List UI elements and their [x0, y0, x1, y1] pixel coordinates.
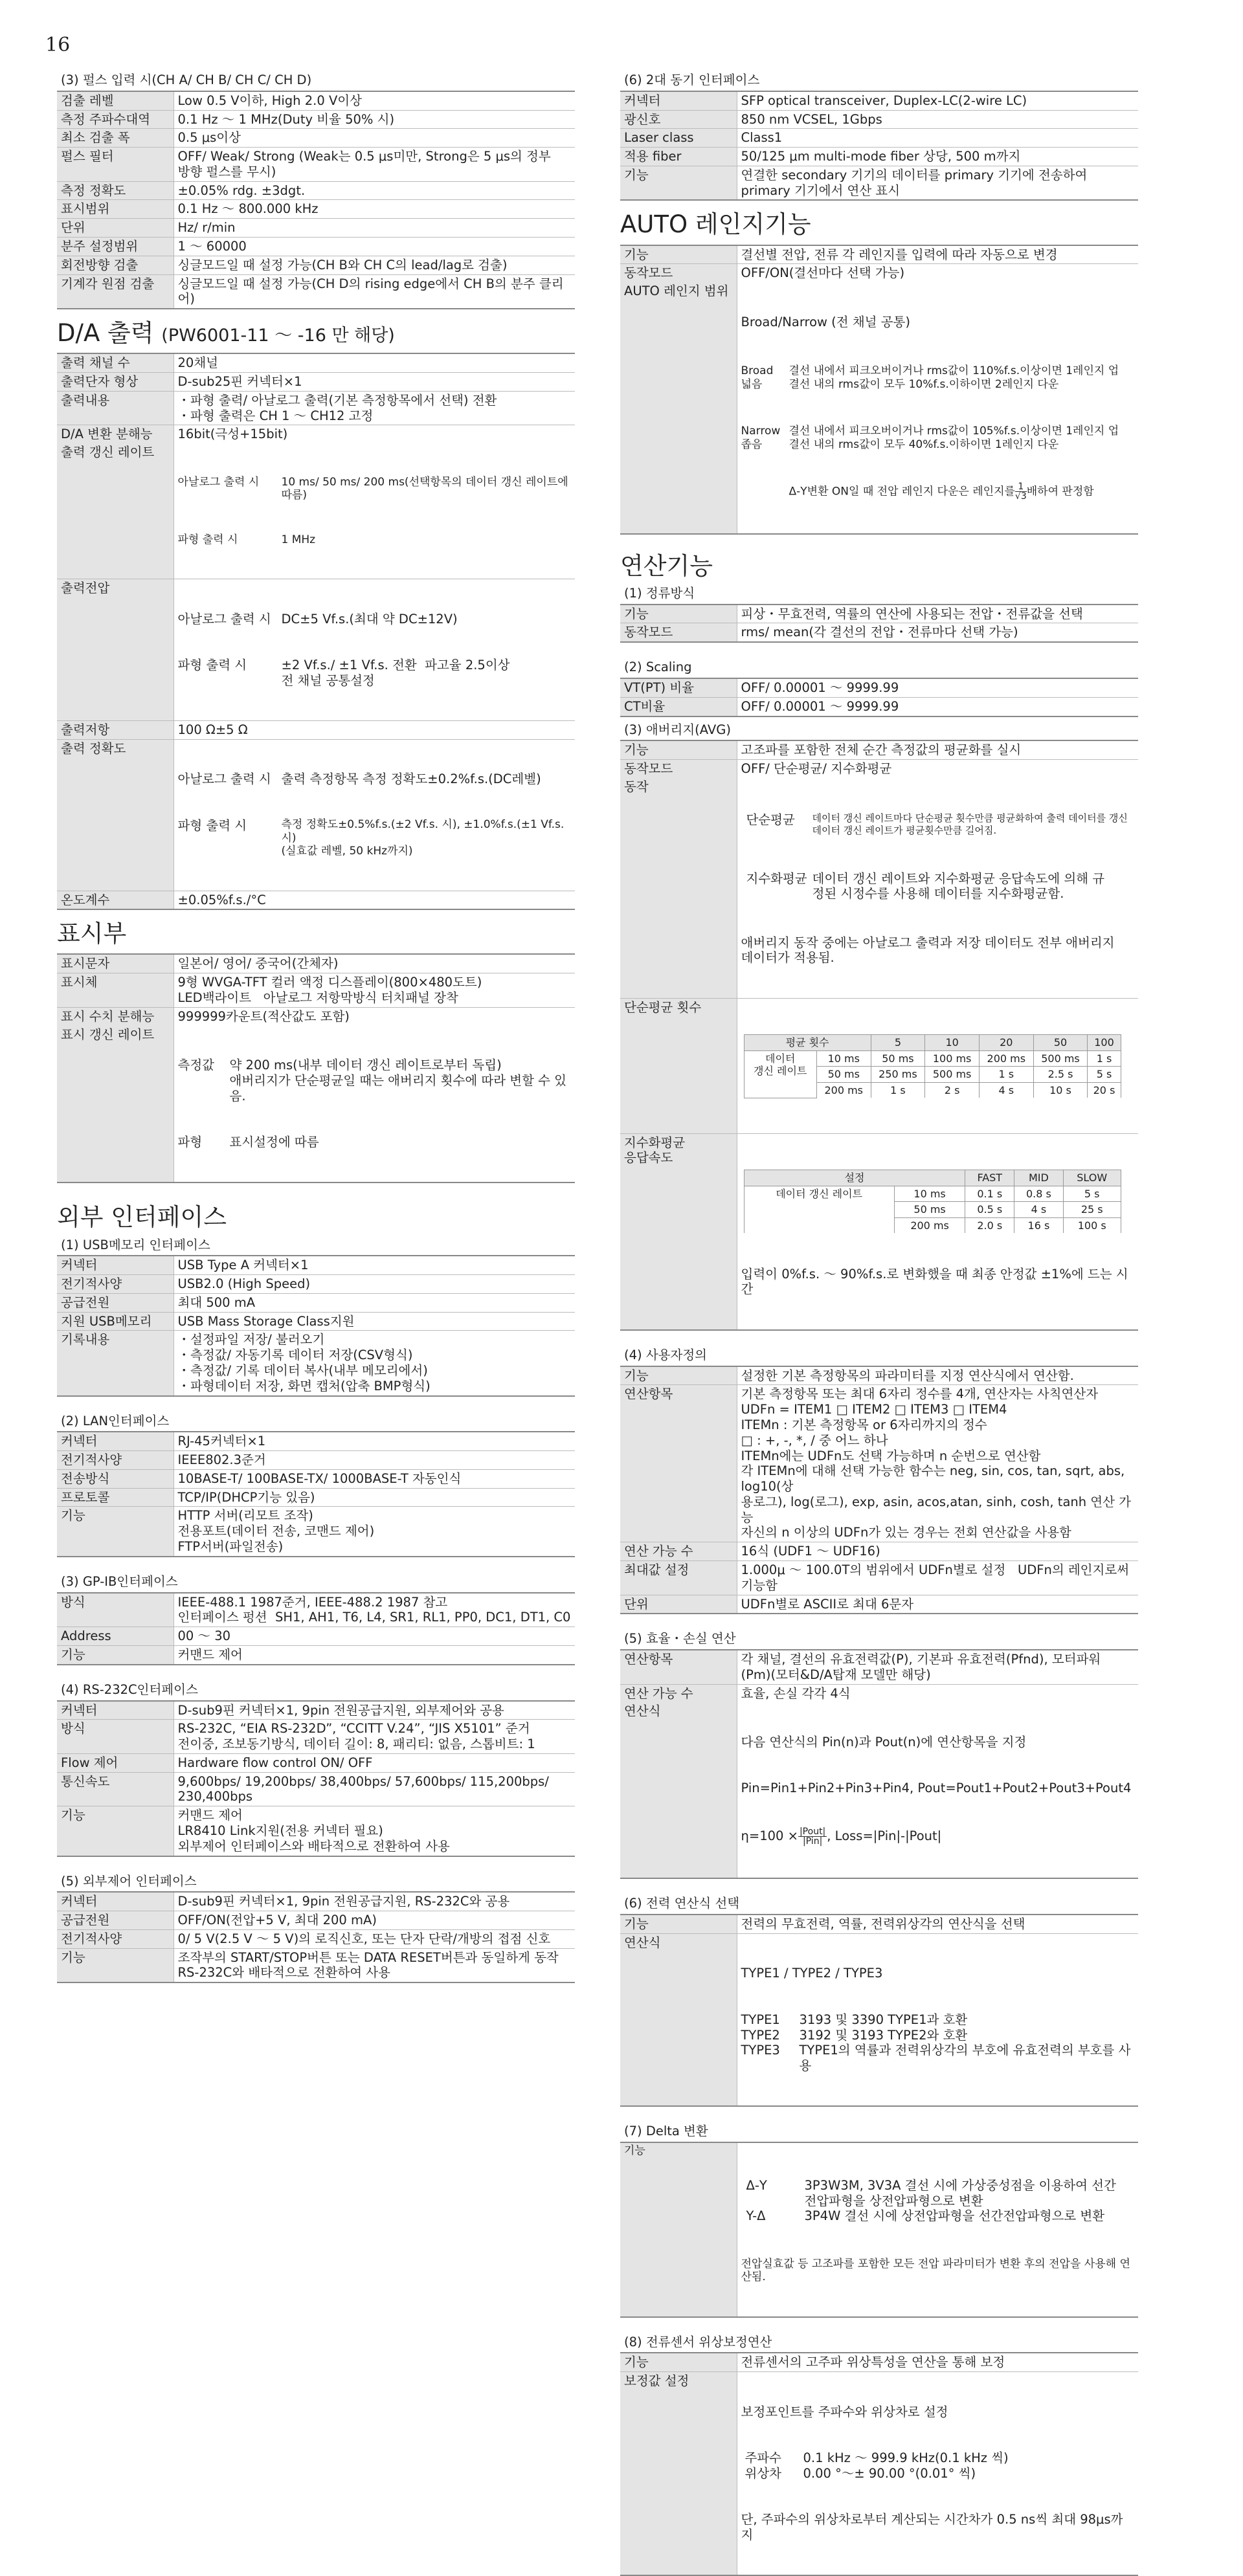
row-label: 표시체 — [57, 973, 174, 1008]
row-value: 커맨드 제어 — [177, 1647, 243, 1662]
scaling-table — [620, 678, 1138, 717]
table-cell: 200 ms — [816, 1082, 871, 1098]
table-row — [57, 129, 575, 148]
row-label: 기능 — [620, 740, 737, 759]
table-row — [57, 973, 575, 1008]
table-row — [620, 697, 1138, 716]
table-row — [57, 954, 575, 973]
table-row — [620, 623, 1138, 642]
table-row: 출력 정확도 아날로그 출력 시 출력 측정항목 측정 정확도±0.2%f.s.(DC레벨) 파형 출력 시 측정 정확도±0.5%f.s.(±2 Vf.s. 시), ±1.0%f.s.(±1 Vf.s. 시) (실효값 레벨, 50 kHz까지) — [57, 739, 575, 891]
table-row — [57, 1929, 575, 1948]
row-label: 연산 가능 수 — [620, 1542, 737, 1561]
table-row — [57, 1753, 575, 1772]
table-cell: 1 s — [979, 1067, 1033, 1083]
table-row: AUTO 레인지 범위 Broad/Narrow (전 채널 공통) Broad 넓음 결선 내에서 피크오버이거나 rms값이 110%f.s.이상이면 1레인지 업 결선 내의 rms값이 모두 10%f.s.이하이면 2레인지 다운 Narrow 좁음 결선 내에서 피크오버이거나 rms값이 105%f.s.이상이면 1레인지 업 결선 내의 rms값이 모두 40%f.s.이하이면 1레인지 다운 Δ-Y변환 ON일 때 전압 레인지 다운은 레인지를 $\frac{1}{√3}$ 배하여 판정함 — [620, 282, 1138, 534]
user-table — [620, 1366, 1138, 1615]
row-value: USB Mass Storage Class지원 — [174, 1312, 575, 1331]
rect-title: (1) 정류방식 — [624, 585, 695, 601]
table-row — [620, 129, 1138, 148]
row-value: 16식 (UDF1 ～ UDF16) — [737, 1542, 1138, 1561]
table-row — [57, 353, 575, 372]
table-row — [57, 1432, 575, 1450]
display-title: 표시부 — [57, 920, 127, 948]
row-value: Hardware flow control ON/ OFF — [174, 1753, 575, 1772]
row-value: OFF/ON(결선마다 선택 가능) — [741, 265, 905, 281]
row-label: 커넥터 — [57, 1256, 174, 1274]
list-item: Y-Δ 3P4W 결선 시에 상전압파형을 선간전압파형으로 변환 — [746, 2208, 1105, 2224]
da-table — [57, 353, 575, 910]
row-label: 출력단자 형상 — [57, 373, 174, 392]
table-row — [57, 1948, 575, 1982]
table-row — [57, 1627, 575, 1646]
da-title: D/A 출력 (PW6001-11 ～ -16 만 해당) — [57, 319, 395, 348]
table-row: 기능 전류센서의 고주파 위상특성을 연산을 통해 보정 — [620, 2353, 1138, 2371]
table-row — [57, 1007, 575, 1025]
auto-table — [620, 245, 1138, 535]
row-value: HTTP 서버(리모트 조작) 전용포트(데이터 전송, 코맨드 제어) FTP서버(파일전송) — [177, 1508, 375, 1555]
avg-title: (3) 애버리지(AVG) — [624, 722, 731, 737]
row-value: 10BASE-T/ 100BASE-TX/ 1000BASE-T 자동인식 — [174, 1469, 575, 1488]
row-value: USB2.0 (High Speed) — [174, 1275, 575, 1294]
row-value: 연결한 secondary 기기의 데이터를 primary 기기에 전송하여 primary 기기에서 연산 표시 — [741, 167, 1088, 198]
table-row — [620, 1542, 1138, 1561]
row-label: 최대값 설정 — [620, 1560, 737, 1595]
row-value: 0.1 Hz ～ 1 MHz(Duty 비율 50% 시) — [174, 110, 575, 129]
table-row — [620, 1684, 1138, 1702]
row-label: 연산항목 — [620, 1385, 737, 1542]
table-row — [57, 200, 575, 219]
table-row — [57, 1720, 575, 1754]
table-row — [620, 678, 1138, 697]
row-label: 기능 — [620, 1366, 737, 1385]
row-label: 출력 채널 수 — [57, 353, 174, 372]
table-cell: 100 ms — [925, 1050, 980, 1067]
row-value: 00 ～ 30 — [174, 1627, 575, 1646]
row-value: 1.000μ ～ 100.0T의 범위에서 UDFn별로 설정 UDFn의 레인지로써 기능함 — [737, 1560, 1138, 1595]
row-label: 전송방식 — [57, 1469, 174, 1488]
row-label: 기능 — [57, 1948, 174, 1982]
table-row — [57, 1701, 575, 1720]
table-cell: 250 ms — [871, 1067, 925, 1083]
row-label: 기계각 원점 검출 — [57, 274, 174, 309]
row-label: 커넥터 — [620, 91, 737, 110]
row-label: 기능 — [620, 605, 737, 623]
table-row — [620, 760, 1138, 778]
power-formula-title: (6) 전력 연산식 선택 — [624, 1896, 740, 1911]
table-row: 단순평균 횟수 평균 횟수 5 10 20 50 100 데이터 갱신 레이트 10 ms 50 ms 100 ms 200 ms 500 ms 1 s 50 ms 250 ms 500 ms 1 s 2.5 s 5 s 200 ms 1 s 2 s 4 s 10 s 20 s — [620, 998, 1138, 1133]
row-value: RJ-45커넥터×1 — [174, 1432, 575, 1450]
list-item: Δ-Y 3P3W3M, 3V3A 결선 시에 가상중성점을 이용하여 선간 전압파형을 상전압파형으로 변환 — [746, 2177, 1116, 2208]
table-cell: 2.5 s — [1033, 1067, 1088, 1083]
table-row — [620, 110, 1138, 129]
table-cell: 1 s — [871, 1082, 925, 1098]
table-cell: 2 s — [925, 1082, 980, 1098]
row-value: 각 채널, 결선의 유효전력값(P), 기본파 유효전력(Pfnd), 모터파워 (Pm)(모터&D/A탑재 모델만 해당) — [737, 1650, 1138, 1684]
row-label: CT비율 — [620, 697, 737, 716]
table-cell: 5 s — [1088, 1067, 1121, 1083]
header-cell: 평균 횟수 — [744, 1035, 871, 1051]
row-value: 999999카운트(적산값도 포함) — [177, 1008, 350, 1024]
header-cell: 10 — [925, 1035, 980, 1051]
row-value: 싱글모드일 때 설정 가능(CH D의 rising edge에서 CH B의 분주 클리 어) — [177, 276, 564, 307]
table-row — [620, 1385, 1138, 1542]
header-cell: MID — [1014, 1170, 1064, 1186]
ext-title: 외부 인터페이스 — [57, 1203, 227, 1232]
table-row: 기능 Δ-Y 3P3W3M, 3V3A 결선 시에 가상중성점을 이용하여 선간 전압파형을 상전압파형으로 변환 Y-Δ 3P4W 결선 시에 상전압파형을 선간전압파형으로 변환 전압실효값 등 고조파를 포함한 모든 전압 파라미터가 변환 후의 전압을 사용해 연산됨. — [620, 2142, 1138, 2317]
row-value: ±0.05% rdg. ±3dgt. — [174, 181, 575, 200]
table-cell: 50 ms — [894, 1202, 965, 1218]
table-row — [620, 1595, 1138, 1614]
table-row: 출력전압 아날로그 출력 시 DC±5 Vf.s.(최대 약 DC±12V) 파형 출력 시 ±2 Vf.s./ ±1 Vf.s. 전환 파고율 2.5이상 전 채널 공통설정 — [57, 579, 575, 721]
usb-title: (1) USB메모리 인터페이스 — [61, 1237, 210, 1252]
row-value: 16bit(극성+15bit) — [177, 427, 288, 442]
row-value: Class1 — [737, 129, 1138, 148]
table-row — [57, 181, 575, 200]
table-cell: 4 s — [979, 1082, 1033, 1098]
gpib-table — [57, 1592, 575, 1665]
table-cell: 1 s — [1088, 1050, 1121, 1067]
row-value: 고조파를 포함한 전체 순간 측정값의 평균화를 실시 — [737, 740, 1138, 759]
right-column — [620, 67, 1138, 2576]
list-item: TYPE1 3193 및 3390 TYPE1과 호환 — [741, 2012, 968, 2027]
row-value: D-sub9핀 커넥터×1, 9pin 전원공급지원, RS-232C와 공용 — [174, 1892, 575, 1911]
table-row — [620, 605, 1138, 623]
display-table — [57, 953, 575, 1183]
row-value: 일본어/ 영어/ 중국어(간체자) — [174, 954, 575, 973]
row-value: 결선별 전압, 전류 각 레인지를 입력에 따라 자동으로 변경 — [737, 245, 1138, 264]
list-item: TYPE2 3192 및 3193 TYPE2와 호환 — [741, 2027, 968, 2043]
header-cell: 50 — [1033, 1035, 1088, 1051]
table-row — [57, 1488, 575, 1507]
row-label: 연산항목 — [620, 1650, 737, 1684]
header-cell: FAST — [965, 1170, 1014, 1186]
row-label: 적용 fiber — [620, 148, 737, 166]
table-cell: 200 ms — [979, 1050, 1033, 1067]
row-label: 기능 — [620, 245, 737, 264]
table-row — [57, 274, 575, 309]
row-label: 전기적사양 — [57, 1451, 174, 1470]
row-value: OFF/ON(전압+5 V, 최대 200 mA) — [174, 1911, 575, 1930]
pulse-title: (3) 펄스 입력 시(CH A/ CH B/ CH C/ CH D) — [61, 72, 312, 87]
row-value: 조작부의 START/STOP버튼 또는 DATA RESET버튼과 동일하게 동작 RS-232C와 배타적으로 전환하여 사용 — [177, 1949, 559, 1981]
table-row — [620, 166, 1138, 200]
row-label: 기능 — [57, 1806, 174, 1856]
gpib-title: (3) GP-IB인터페이스 — [61, 1573, 178, 1589]
table-cell: 16 s — [1014, 1217, 1064, 1233]
row-value: 50/125 μm multi-mode fiber 상당, 500 m까지 — [737, 148, 1138, 166]
row-value: Hz/ r/min — [174, 219, 575, 238]
row-value: USB Type A 커넥터×1 — [174, 1256, 575, 1274]
row-label: 프로토콜 — [57, 1488, 174, 1507]
rs232c-title: (4) RS-232C인터페이스 — [61, 1682, 198, 1697]
row-label: 단위 — [57, 219, 174, 238]
row-value: OFF/ Weak/ Strong (Weak는 0.5 μs미만, Strong은 5 μs의 정부 방향 펄스를 무시) — [174, 148, 575, 182]
row-value: 커맨드 제어 LR8410 Link지원(전용 커넥터 필요) 외부제어 인터페이스와 배타적으로 전환하여 사용 — [177, 1808, 450, 1854]
table-row — [57, 219, 575, 238]
row-label: 전기적사양 — [57, 1275, 174, 1294]
table-row — [57, 425, 575, 443]
rect-table — [620, 604, 1138, 643]
table-cell: 10 ms — [894, 1186, 965, 1202]
table-row: 보정값 설정 보정포인트를 주파수와 위상차로 설정 주파수 0.1 kHz ～ 999.9 kHz(0.1 kHz 씩) 위상차 0.00 °～± 90.00 °(0.01° 씩) 단, 주파수의 위상차로부터 계산되는 시간차가 0.5 ns씩 최대 98μs까지 — [620, 2372, 1138, 2576]
row-value: 0.5 μs이상 — [174, 129, 575, 148]
row-value: OFF/ 0.00001 ～ 9999.99 — [737, 678, 1138, 697]
eff-table — [620, 1649, 1138, 1879]
list-item: 위상차 0.00 °～± 90.00 °(0.01° 씩) — [745, 2465, 976, 2481]
row-label: 지원 USB메모리 — [57, 1312, 174, 1331]
row-value: 싱글모드일 때 설정 가능(CH B와 CH C의 lead/lag로 검출) — [174, 256, 575, 274]
row-label: 광신호 — [620, 110, 737, 129]
row-value: OFF/ 단순평균/ 지수화평균 — [741, 761, 892, 777]
scaling-title: (2) Scaling — [624, 660, 692, 675]
table-row — [57, 1593, 575, 1627]
row-label: 공급전원 — [57, 1293, 174, 1312]
row-label: 커넥터 — [57, 1701, 174, 1720]
row-value: 피상・무효전력, 역률의 연산에 사용되는 전압・전류값을 선택 — [737, 605, 1138, 623]
row-label: Address — [57, 1627, 174, 1646]
row-value: ・설정파일 저장/ 불러오기 ・측정값/ 자동기록 데이터 저장(CSV형식) ・측정값/ 기록 데이터 복사(내부 메모리에서) ・파형데이터 저장, 화면 캡처(압축 BMP형식) — [177, 1332, 431, 1393]
sqrt3-fraction: $\frac{1}{√3}$ — [1014, 482, 1027, 502]
sync-table — [620, 91, 1138, 201]
page-number: 16 — [45, 34, 71, 56]
table-cell: 0.5 s — [965, 1202, 1014, 1218]
table-cell: 200 ms — [894, 1217, 965, 1233]
table-row — [57, 1451, 575, 1470]
table-row — [57, 1507, 575, 1557]
table-row — [620, 1366, 1138, 1385]
list-item: TYPE3 TYPE1의 역률과 전력위상각의 부호에 유효전력의 부호를 사용 — [741, 2043, 1131, 2074]
row-value: 850 nm VCSEL, 1Gbps — [737, 110, 1138, 129]
exp-response-table — [744, 1170, 1121, 1233]
current-sensor-title: (8) 전류센서 위상보정연산 — [624, 2334, 772, 2349]
table-cell: 50 ms — [816, 1067, 871, 1083]
row-label: D/A 변환 분해능 — [57, 425, 174, 443]
row-label: 기능 — [57, 1507, 174, 1557]
table-cell: 4 s — [1014, 1202, 1064, 1218]
lan-title: (2) LAN인터페이스 — [61, 1413, 170, 1428]
row-value: TCP/IP(DHCP기능 있음) — [174, 1488, 575, 1507]
row-label: 방식 — [57, 1720, 174, 1754]
table-row — [57, 110, 575, 129]
row-value: 1 ～ 60000 — [174, 238, 575, 256]
table-cell: 50 ms — [871, 1050, 925, 1067]
avg-table — [620, 740, 1138, 1331]
row-label: 공급전원 — [57, 1911, 174, 1930]
table-row — [620, 740, 1138, 759]
table-cell: 5 s — [1063, 1186, 1121, 1202]
power-formula-table — [620, 1914, 1138, 2107]
table-row — [57, 256, 575, 274]
table-row — [57, 91, 575, 110]
row-label: 분주 설정범위 — [57, 238, 174, 256]
row-value: OFF/ 0.00001 ～ 9999.99 — [741, 698, 899, 714]
row-label: 기능 — [57, 1645, 174, 1664]
row-value: 0.1 Hz ～ 800.000 kHz — [174, 200, 575, 219]
table-row: 지수화평균 응답속도 설정 FAST MID SLOW 데이터 갱신 레이트 10 ms 0.1 s 0.8 s 5 s 50 ms 0.5 s 4 s 25 s 200 ms 2.0 s 16 s 100 s 입력이 0%f.s. ～ 90%f.s.로 변화했을 때 최종 안정값 ±1%에 드는 시간 — [620, 1133, 1138, 1330]
row-label: 표시범위 — [57, 200, 174, 219]
row-label: 회전방향 검출 — [57, 256, 174, 274]
row-value: SFP optical transceiver, Duplex-LC(2-wire LC) — [737, 91, 1138, 110]
row-value: Low 0.5 V이하, High 2.0 V이상 — [174, 91, 575, 110]
table-cell: 2.0 s — [965, 1217, 1014, 1233]
table-row: 출력저항 100 Ω±5 Ω — [57, 721, 575, 740]
table-row — [57, 148, 575, 182]
header-cell: 5 — [871, 1035, 925, 1051]
table-cell: 20 s — [1088, 1082, 1121, 1098]
row-value: 설정한 기본 측정항목의 파라미터를 지정 연산식에서 연산함. — [737, 1366, 1138, 1385]
row-label: Laser class — [620, 129, 737, 148]
calc-title: 연산기능 — [620, 551, 713, 580]
ext-control-title: (5) 외부제어 인터페이스 — [61, 1873, 197, 1889]
left-column — [57, 67, 575, 1983]
table-cell: 500 ms — [925, 1067, 980, 1083]
row-label: 동작모드 — [620, 264, 737, 282]
row-value: rms/ mean(각 결선의 전압・전류마다 선택 가능) — [741, 625, 1018, 640]
table-cell: 0.8 s — [1014, 1186, 1064, 1202]
row-label: 최소 검출 폭 — [57, 129, 174, 148]
user-title: (4) 사용자정의 — [624, 1347, 708, 1362]
row-label: 출력내용 — [57, 391, 174, 425]
row-label: 연산 가능 수 — [620, 1684, 737, 1702]
row-label: 커넥터 — [57, 1892, 174, 1911]
table-row — [57, 373, 575, 392]
row-value: 효율, 손실 각각 4식 — [741, 1685, 851, 1701]
lan-table — [57, 1431, 575, 1557]
row-value: IEEE-488.1 1987준거, IEEE-488.2 1987 참고 인터페이스 펑션 SH1, AH1, T6, L4, SR1, RL1, PP0, DC1, DT1, C0 — [174, 1593, 575, 1627]
row-label: 방식 — [57, 1593, 174, 1627]
eff-title: (5) 효율・손실 연산 — [624, 1631, 736, 1647]
table-row — [57, 1275, 575, 1294]
table-row — [57, 1806, 575, 1856]
row-value: 기본 측정항목 또는 최대 6자리 정수를 4개, 연산자는 사칙연산자 UDFn = ITEM1 □ ITEM2 □ ITEM3 □ ITEM4 ITEMn : 기본 측정항목 or 6자리까지의 정수 □ : +, -, *, / 중 어느 하나 ITEMn에는 UDFn도 선택 가능하며 n 순번으로 연산함 각 ITEMn에 대해 선택 가능한 함수는 neg, sin, cos, tan, sqrt, abs, log10(상 용로그), log(로그), exp, asin, acos,atan, sinh, cosh, tanh 연산 가능 자신의 n 이상의 UDFn가 있는 경우는 전회 연산값을 사용함 — [737, 1385, 1138, 1542]
pulse-table — [57, 91, 575, 309]
table-cell: 10 s — [1033, 1082, 1088, 1098]
row-value: RS-232C, “EIA RS-232D”, “CCITT V.24”, “JIS X5101” 준거 전이중, 조보동기방식, 데이터 길이: 8, 패리티: 없음, 스톱비트: 1 — [174, 1720, 575, 1754]
table-row — [57, 1645, 575, 1664]
row-value: 9,600bps/ 19,200bps/ 38,400bps/ 57,600bps/ 115,200bps/ 230,400bps — [174, 1772, 575, 1806]
table-row: 연산식 다음 연산식의 Pin(n)과 Pout(n)에 연산항목을 지정 Pin=Pin1+Pin2+Pin3+Pin4, Pout=Pout1+Pout2+Pout3+Pout4 η=100 × $\frac{\text{|Pout|}}{\text{|Pin|}}$ , Loss=|Pin|-|Pout| — [620, 1702, 1138, 1878]
header-cell: 설정 — [744, 1170, 965, 1186]
table-row: 연산식 TYPE1 / TYPE2 / TYPE3 TYPE1 3193 및 3390 TYPE1과 호환 TYPE2 3192 및 3193 TYPE2와 호환 TYPE3 TYPE1의 역률과 전력위상각의 부호에 유효전력의 부호를 사용 — [620, 1933, 1138, 2106]
delta-title: (7) Delta 변환 — [624, 2124, 708, 2139]
table-row — [620, 91, 1138, 110]
table-row: 기능 전력의 무효전력, 역률, 전력위상각의 연산식을 선택 — [620, 1915, 1138, 1933]
table-row — [57, 1892, 575, 1911]
header-cell: 100 — [1088, 1035, 1121, 1051]
table-row: 온도계수 ±0.05%f.s./°C — [57, 891, 575, 909]
sync-title: (6) 2대 동기 인터페이스 — [624, 72, 760, 87]
header-cell: SLOW — [1063, 1170, 1121, 1186]
row-label: 검출 레벨 — [57, 91, 174, 110]
table-row: 표시 갱신 레이트 측정값 약 200 ms(내부 데이터 갱신 레이트로부터 독립) 애버리지가 단순평균일 때는 애버리지 횟수에 따라 변할 수 있음. 파형 표시설정에 따름 — [57, 1026, 575, 1183]
table-row — [57, 1772, 575, 1806]
table-row: 동작 단순평균 데이터 갱신 레이트마다 단순평균 횟수만큼 평균화하여 출력 데이터를 갱신 데이터 갱신 레이트가 평균횟수만큼 길어짐. 지수화평균 데이터 갱신 레이트와 지수화평균 응답속도에 의해 규 정된 시정수를 사용해 데이터를 지수화평균함. 애버리지 동작 중에는 아날로그 출력과 저장 데이터도 전부 애버리지 데이터가 적용됨. — [620, 778, 1138, 998]
row-value: UDFn별로 ASCII로 최대 6문자 — [741, 1596, 914, 1612]
row-value: 0/ 5 V(2.5 V ～ 5 V)의 로직신호, 또는 단자 단락/개방의 접점 신호 — [174, 1929, 575, 1948]
table-row: 출력 갱신 레이트 아날로그 출력 시 10 ms/ 50 ms/ 200 ms(선택항목의 데이터 갱신 레이트에 따름) 파형 출력 시 1 MHz — [57, 443, 575, 579]
table-row — [57, 1331, 575, 1396]
table-cell: 100 s — [1063, 1217, 1121, 1233]
table-row — [57, 238, 575, 256]
row-label: 표시문자 — [57, 954, 174, 973]
table-row — [620, 148, 1138, 166]
list-item: 주파수 0.1 kHz ～ 999.9 kHz(0.1 kHz 씩) — [745, 2450, 1009, 2466]
table-row — [57, 1256, 575, 1274]
row-label: 단위 — [620, 1595, 737, 1614]
table-cell: 0.1 s — [965, 1186, 1014, 1202]
delta-table — [620, 2142, 1138, 2318]
row-label: 측정 정확도 — [57, 181, 174, 200]
row-group-label: 데이터 갱신 레이트 — [744, 1186, 894, 1233]
auto-title: AUTO 레인지기능 — [620, 210, 811, 239]
table-row — [57, 1469, 575, 1488]
row-label: 표시 수치 분해능 — [57, 1007, 174, 1025]
row-label: 기능 — [620, 166, 737, 200]
row-value: 20채널 — [174, 353, 575, 372]
table-cell: 10 ms — [816, 1050, 871, 1067]
rs232c-table — [57, 1700, 575, 1857]
row-label: 기록내용 — [57, 1331, 174, 1396]
row-value: IEEE802.3준거 — [174, 1451, 575, 1470]
table-row — [57, 1293, 575, 1312]
avg-count-table — [744, 1034, 1121, 1098]
row-value: ・파형 출력/ 아날로그 출력(기본 측정항목에서 선택) 전환 ・파형 출력은 CH 1 ～ CH12 고정 — [174, 391, 575, 425]
usb-table — [57, 1255, 575, 1396]
header-cell: 20 — [979, 1035, 1033, 1051]
efficiency-fraction: $\frac{\text{|Pout|}}{\text{|Pin|}}$ — [799, 1826, 826, 1847]
row-label: 동작모드 — [620, 623, 737, 642]
row-label: 통신속도 — [57, 1772, 174, 1806]
table-row — [57, 1312, 575, 1331]
table-row — [57, 1911, 575, 1930]
row-group-label: 데이터 갱신 레이트 — [744, 1050, 816, 1098]
row-label: 펄스 필터 — [57, 148, 174, 182]
table-row — [620, 1560, 1138, 1595]
row-value: D-sub9핀 커넥터×1, 9pin 전원공급지원, 외부제어와 공용 — [174, 1701, 575, 1720]
current-sensor-table — [620, 2352, 1138, 2576]
row-label: Flow 제어 — [57, 1753, 174, 1772]
table-row — [620, 1650, 1138, 1684]
table-row — [57, 391, 575, 425]
row-value: 9형 WVGA-TFT 컬러 액정 디스플레이(800×480도트) LED백라이트 아날로그 저항막방식 터치패널 장착 — [174, 973, 575, 1008]
ext-control-table — [57, 1891, 575, 1983]
row-label: 측정 주파수대역 — [57, 110, 174, 129]
table-row — [620, 245, 1138, 264]
row-value: 최대 500 mA — [174, 1293, 575, 1312]
row-label: VT(PT) 비율 — [620, 678, 737, 697]
row-label: 동작모드 — [620, 760, 737, 778]
row-value: D-sub25핀 커넥터×1 — [174, 373, 575, 392]
row-label: 전기적사양 — [57, 1929, 174, 1948]
table-cell: 500 ms — [1033, 1050, 1088, 1067]
row-label: 커넥터 — [57, 1432, 174, 1450]
table-row — [620, 264, 1138, 282]
table-cell: 25 s — [1063, 1202, 1121, 1218]
